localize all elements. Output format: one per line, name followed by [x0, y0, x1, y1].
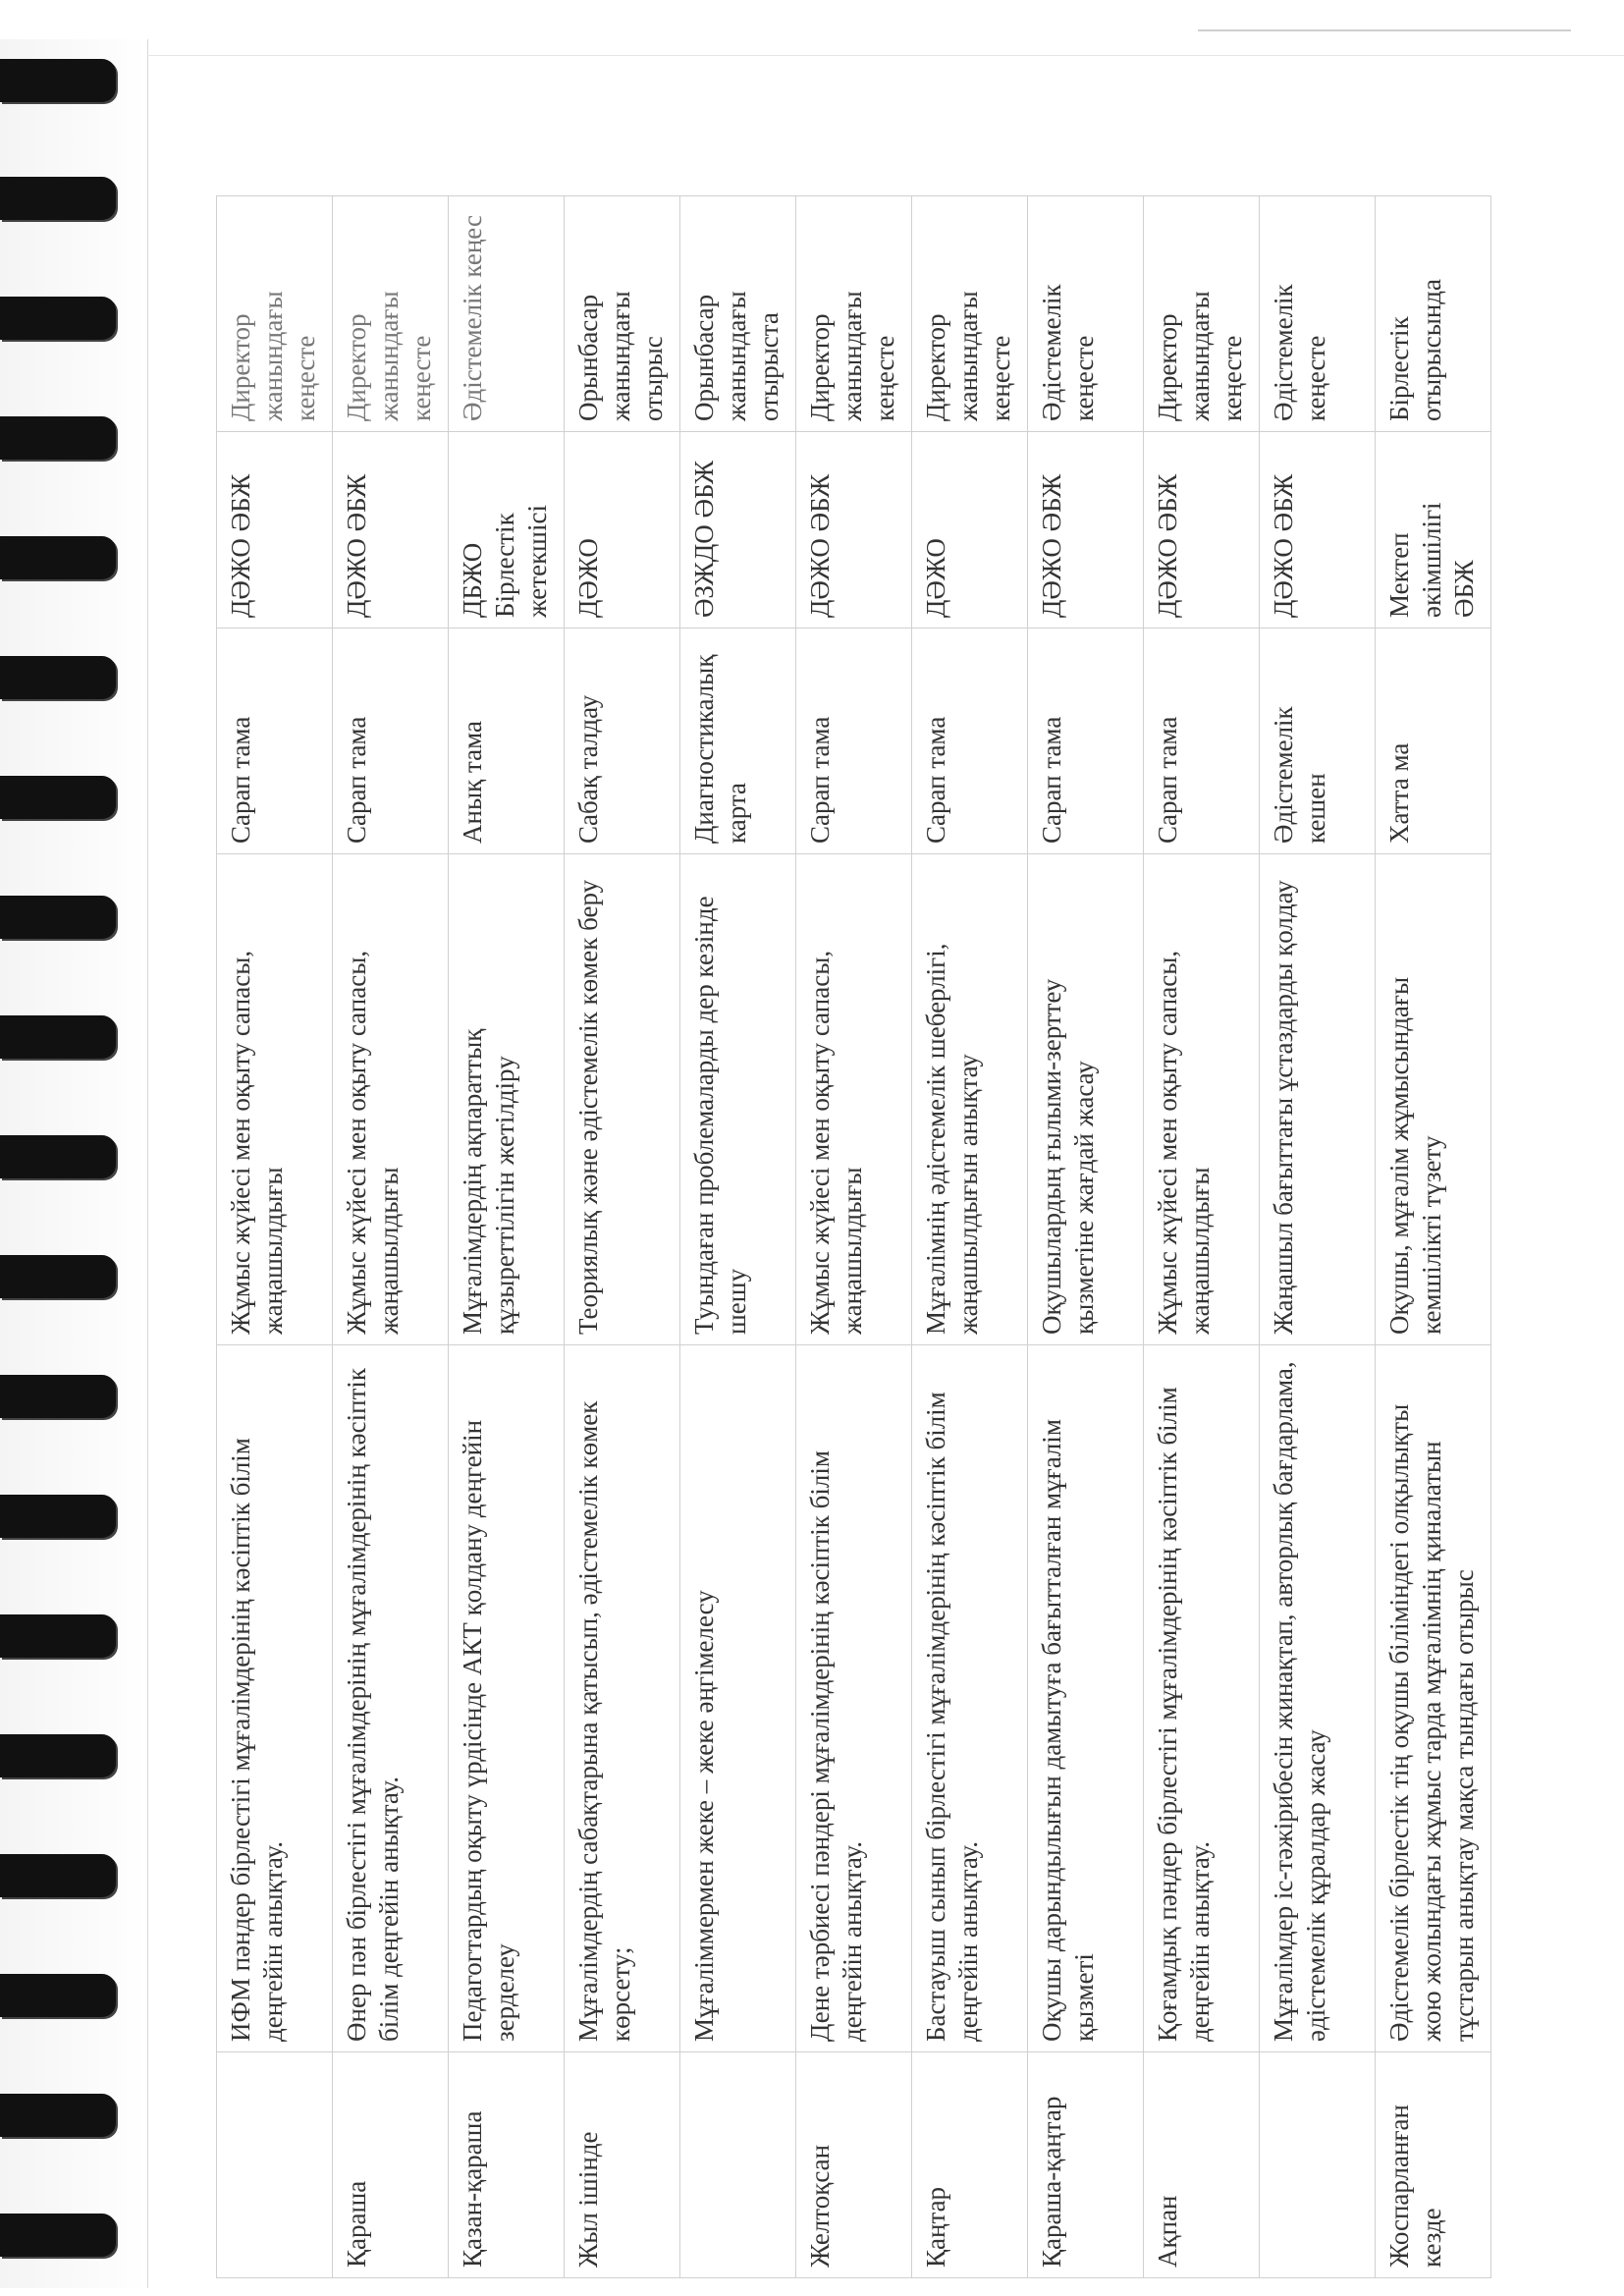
responsible-cell: ДӘЖО [912, 432, 1028, 629]
form-cell: Диагностикалық карта [680, 629, 796, 854]
responsible-cell: ДӘЖО ӘБЖ [333, 432, 449, 629]
result-cell: Бірлестік отырысында [1376, 196, 1491, 432]
period-cell: Жыл ішінде [565, 2052, 680, 2278]
content-cell: Оқушы дарындылығын дамытуға бағытталған мұғалім қызметі [1028, 1345, 1144, 2052]
result-cell: Орынбасар жанындағы отырыста [680, 196, 796, 432]
goal-cell: Жұмыс жүйесі мен оқыту сапасы, жаңашылдығы [217, 854, 333, 1345]
content-cell: Педагогтардың оқыту үрдісінде АКТ қолдану деңгейін зерделеу [449, 1345, 565, 2052]
responsible-cell: Мектеп әкімшілігі ӘБЖ [1376, 432, 1491, 629]
form-cell: Сарап тама [217, 629, 333, 854]
responsible-cell: ӘЗЖДО ӘБЖ [680, 432, 796, 629]
form-cell: Әдістемелік кешен [1260, 629, 1376, 854]
goal-cell: Туындаған проблемаларды дер кезінде шешу [680, 854, 796, 1345]
table-row [333, 196, 449, 2278]
responsible-cell: ДӘЖО ӘБЖ [1260, 432, 1376, 629]
rotated-table-page [216, 196, 1571, 2278]
form-cell: Сарап тама [796, 629, 912, 854]
goal-cell: Оқушылардың ғылыми-зерттеу қызметіне жағдай жасау [1028, 854, 1144, 1345]
result-cell: Әдістемелік кеңес [449, 196, 565, 432]
table-row [1260, 196, 1376, 2278]
goal-cell: Жұмыс жүйесі мен оқыту сапасы, жаңашылдығы [333, 854, 449, 1345]
binding-ring [0, 59, 116, 102]
binding-ring [0, 1015, 116, 1059]
binding-ring [0, 1375, 116, 1418]
responsible-cell: ДӘЖО ӘБЖ [796, 432, 912, 629]
binding-ring [0, 1135, 116, 1178]
form-cell: Сарап тама [1028, 629, 1144, 854]
binding-ring [0, 656, 116, 699]
goal-cell: Мұғалімнің әдістемелік шеберлігі, жаңашылдығын анықтау [912, 854, 1028, 1345]
form-cell: Сабақ талдау [565, 629, 680, 854]
period-cell: Қаңтар [912, 2052, 1028, 2278]
table-row [912, 196, 1028, 2278]
goal-cell: Оқушы, мұғалім жұмысындағы кемшілікті түзету [1376, 854, 1491, 1345]
content-cell: Бастауыш сынып бірлестігі мұғалімдерінің кәсіптік білім деңгейін анықтау. [912, 1345, 1028, 2052]
content-cell: Қоғамдық пәндер бірлестігі мұғалімдерінің кәсіптік білім деңгейін анықтау. [1144, 1345, 1260, 2052]
responsible-cell: ДӘЖО [565, 432, 680, 629]
binding-ring [0, 177, 116, 220]
binding-ring [0, 1734, 116, 1777]
period-cell: Ақпан [1144, 2052, 1260, 2278]
responsible-cell: ДӘЖО ӘБЖ [1144, 432, 1260, 629]
period-cell: Жоспарланған кезде [1376, 2052, 1491, 2278]
responsible-cell: ДӘЖО ӘБЖ [1028, 432, 1144, 629]
binding-ring [0, 2214, 116, 2257]
table-row [680, 196, 796, 2278]
binding-ring [0, 297, 116, 340]
goal-cell: Теориялық және әдістемелік көмек беру [565, 854, 680, 1345]
result-cell: Әдістемелік кеңесте [1028, 196, 1144, 432]
binding-ring [0, 536, 116, 579]
table-row [1144, 196, 1260, 2278]
table-row [1376, 196, 1491, 2278]
binding-ring [0, 776, 116, 819]
content-cell: Мұғаліммермен жеке – жеке әңгімелесу [680, 1345, 796, 2052]
result-cell: Директор жанындағы кеңесте [217, 196, 333, 432]
page-top-edge [147, 55, 1624, 56]
binding-ring [0, 1255, 116, 1298]
content-cell: ИФМ пәндер бірлестігі мұғалімдерінің кәсіптік білім деңгейін анықтау. [217, 1345, 333, 2052]
goal-cell: Жұмыс жүйесі мен оқыту сапасы, жаңашылдығы [796, 854, 912, 1345]
result-cell: Директор жанындағы кеңесте [333, 196, 449, 432]
responsible-cell: ДБЖО Бірлестік жетекшісі [449, 432, 565, 629]
spiral-binding [0, 39, 148, 2288]
binding-ring [0, 416, 116, 460]
content-cell: Мұғалімдер іс-тәжірибесін жинақтап, авторлық бағдарлама, әдістемелік құралдар жасау [1260, 1345, 1376, 2052]
form-cell: Хатта ма [1376, 629, 1491, 854]
result-cell: Директор жанындағы кеңесте [796, 196, 912, 432]
content-cell: Мұғалімдердің сабақтарына қатысып, әдістемелік көмек көрсету; [565, 1345, 680, 2052]
binding-ring [0, 1495, 116, 1538]
period-cell: Қараша-қаңтар [1028, 2052, 1144, 2278]
table-row [217, 196, 333, 2278]
responsible-cell: ДӘЖО ӘБЖ [217, 432, 333, 629]
table-row [796, 196, 912, 2278]
result-cell: Директор жанындағы кеңесте [912, 196, 1028, 432]
period-cell [1260, 2052, 1376, 2278]
goal-cell: Жұмыс жүйесі мен оқыту сапасы, жаңашылдығы [1144, 854, 1260, 1345]
table-row [565, 196, 680, 2278]
binding-ring [0, 2094, 116, 2137]
table-row [1028, 196, 1144, 2278]
methodical-plan-table [216, 195, 1491, 2278]
binding-ring [0, 1854, 116, 1897]
goal-cell: Мұғалімдердің ақпараттық құзыреттілігін жетілдіру [449, 854, 565, 1345]
goal-cell: Жаңашыл бағыттағы ұстаздарды қолдау [1260, 854, 1376, 1345]
form-cell: Анық тама [449, 629, 565, 854]
period-cell [680, 2052, 796, 2278]
form-cell: Сарап тама [333, 629, 449, 854]
scan-edge-line [1198, 29, 1571, 31]
result-cell: Директор жанындағы кеңесте [1144, 196, 1260, 432]
form-cell: Сарап тама [1144, 629, 1260, 854]
result-cell: Әдістемелік кеңесте [1260, 196, 1376, 432]
binding-ring [0, 1614, 116, 1658]
content-cell: Дене тәрбиесі пәндері мұғалімдерінің кәсіптік білім деңгейін анықтау. [796, 1345, 912, 2052]
period-cell [217, 2052, 333, 2278]
result-cell: Орынбасар жанындағы отырыс [565, 196, 680, 432]
form-cell: Сарап тама [912, 629, 1028, 854]
period-cell: Қазан-қараша [449, 2052, 565, 2278]
period-cell: Желтоқсан [796, 2052, 912, 2278]
content-cell: Өнер пән бірлестігі мұғалімдерінің мұғалімдерінің кәсіптік білім деңгейін анықтау. [333, 1345, 449, 2052]
period-cell: Қараша [333, 2052, 449, 2278]
content-cell: Әдістемелік бірлестік тің оқушы біліміндегі олқылықты жою жолындағы жұмыс тарда мұғалімнің қиналатын тұстарын анықтау мақса тындағы отырыс [1376, 1345, 1491, 2052]
binding-ring [0, 896, 116, 939]
table-row [449, 196, 565, 2278]
binding-ring [0, 1974, 116, 2017]
